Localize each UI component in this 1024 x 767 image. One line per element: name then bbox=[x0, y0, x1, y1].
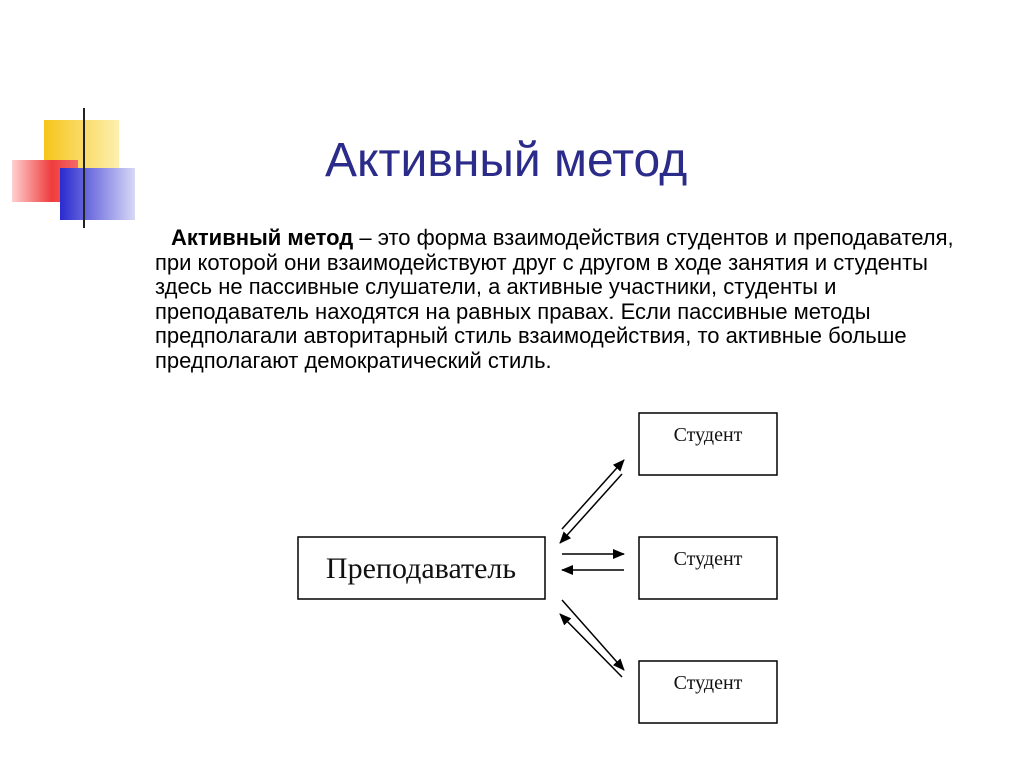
arrow-from-student-1 bbox=[560, 474, 622, 543]
definition-text: – это форма взаимодействия студентов и преподавателя, при которой они взаимодействуют друг с другом в ходе занятия и студенты здесь не пассивные слушатели, а активные участники, студенты и преподаватель находятся на равных правах. Если пассивные методы предполагали авторитарный стиль взаимодействия, то активные больше предполагают демократический стиль. bbox=[155, 225, 954, 373]
slide-title: Активный метод bbox=[325, 134, 688, 187]
definition-term: Активный метод bbox=[171, 225, 354, 250]
student-box-3 bbox=[639, 661, 777, 723]
student-label-1: Студент bbox=[673, 424, 743, 446]
teacher-label: Преподаватель bbox=[325, 552, 517, 585]
arrow-to-student-3 bbox=[562, 600, 624, 670]
student-label-3: Студент bbox=[673, 672, 743, 694]
student-box-1 bbox=[639, 413, 777, 475]
arrow-from-student-3 bbox=[560, 614, 622, 677]
student-box-2 bbox=[639, 537, 777, 599]
student-label-2: Студент bbox=[673, 548, 743, 570]
teacher-box bbox=[298, 537, 545, 599]
arrow-to-student-1 bbox=[562, 460, 624, 529]
